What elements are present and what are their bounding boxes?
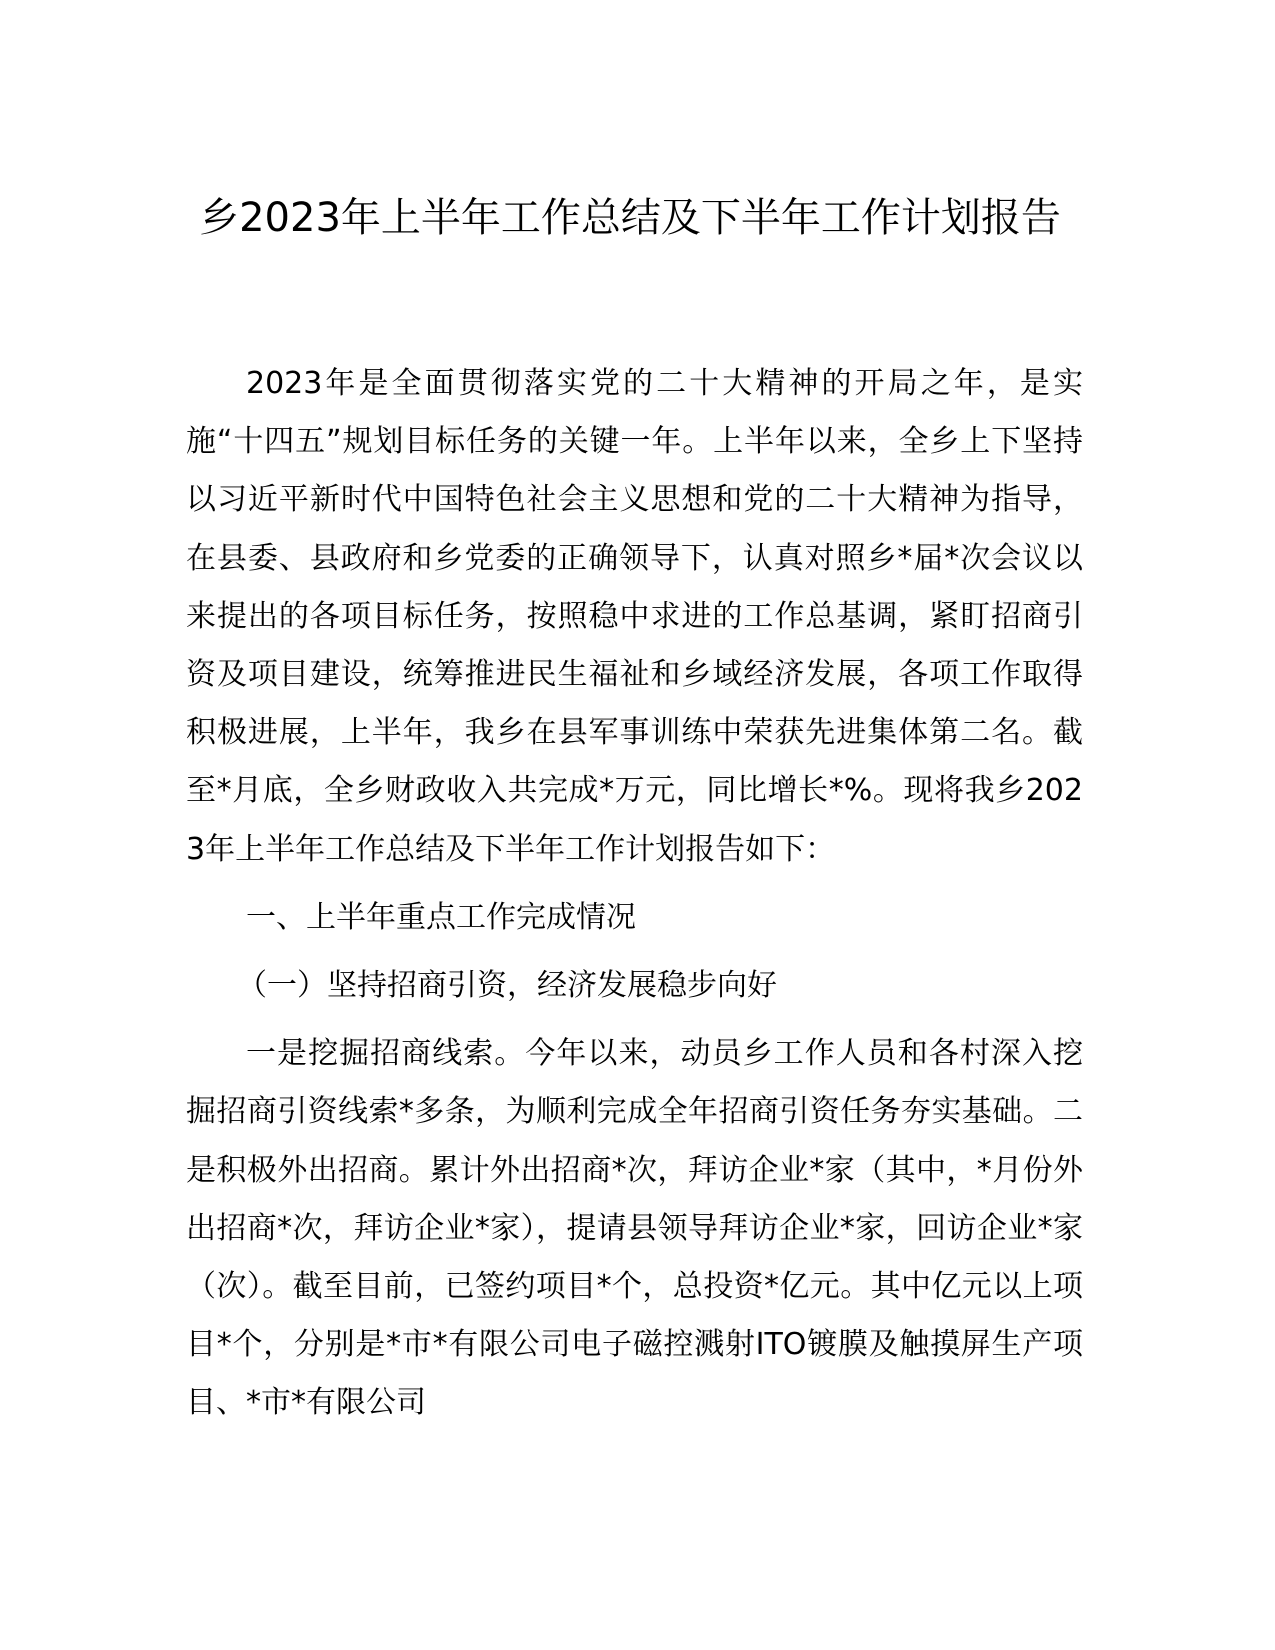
document-title: 乡2023年上半年工作总结及下半年工作计划报告 (199, 195, 1061, 241)
section-heading: 一、上半年重点工作完成情况 (246, 899, 636, 935)
body-paragraph: 一是挖掘招商线索。今年以来，动员乡工作人员和各村深入挖掘招商引资线索*多条，为顺利完成全年招商引资任务夯实基础。二是积极外出招商。累计外出招商*次，拜访企业*家（其中，*月份外出招商*次，拜访企业*家），提请县领导拜访企业*家，回访企业*家（次）。截至目前，已签约项目*个，总投资*亿元。其中亿元以上项目*个，分别是*市*有限公司电子磁控溅射ITO镀膜及触摸屏生产项目、*市*有限公司 (186, 1036, 1083, 1421)
intro-paragraph: 2023年是全面贯彻落实党的二十大精神的开局之年，是实施“十四五”规划目标任务的关键一年。上半年以来，全乡上下坚持以习近平新时代中国特色社会主义思想和党的二十大精神为指导，在县委、县政府和乡党委的正确领导下，认真对照乡*届*次会议以来提出的各项目标任务，按照稳中求进的工作总基调，紧盯招商引资及项目建设，统筹推进民生福祉和乡域经济发展，各项工作取得积极进展，上半年，我乡在县军事训练中荣获先进集体第二名。截至*月底，全乡财政收入共完成*万元，同比增长*%。现将我乡2023年上半年工作总结及下半年工作计划报告如下： (186, 366, 1083, 867)
document-body (186, 355, 1083, 1433)
subsection-heading: （一）坚持招商引资，经济发展稳步向好 (237, 968, 777, 1004)
